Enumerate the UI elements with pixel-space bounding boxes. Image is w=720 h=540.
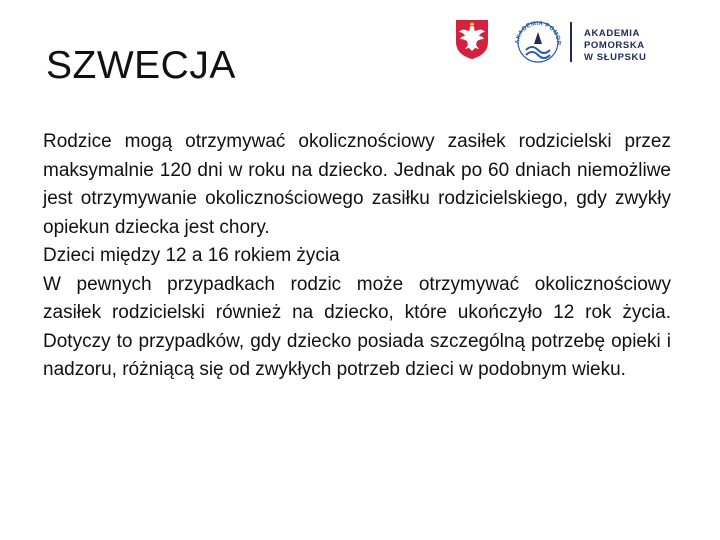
paragraph-child-benefit-days: Rodzice mogą otrzymywać okolicznościowy zasiłek rodzicielski przez maksymalnie 120 dni w roku na dziecko. Jednak po 60 dniach niemożliwe jest otrzymywanie okolicznościowego zasiłku rodzicielskiego, gdy zwykły opiekun dziecka jest chory. [43, 131, 671, 238]
svg-text:AKADEMIA POMORSKA: AKADEMIA POMOR [514, 20, 562, 46]
akademia-pomorska-seal-icon [512, 14, 564, 66]
polish-eagle-emblem-icon [454, 18, 490, 60]
university-name [584, 28, 700, 64]
logo-divider [570, 22, 572, 62]
university-name-line1: AKADEMIA POMORSKA [584, 28, 645, 51]
header-logos [450, 14, 700, 66]
paragraph-older-children: W pewnych przypadkach rodzic może otrzymywać okolicznościowy zasiłek rodzicielski również na dziecko, które ukończyło 12 rok życia. Dotyczy to przypadków, gdy dziecko posiada szczególną potrzebę opieki i nadzoru, różniącą się od zwykłych potrzeb dzieci w podobnym wieku. [43, 273, 671, 380]
slide-title: SZWECJA [46, 44, 236, 87]
university-name-line2: W SŁUPSKU [584, 52, 647, 63]
paragraph-age-range: Dzieci między 12 a 16 rokiem życia [43, 245, 340, 266]
slide-body [43, 128, 671, 385]
